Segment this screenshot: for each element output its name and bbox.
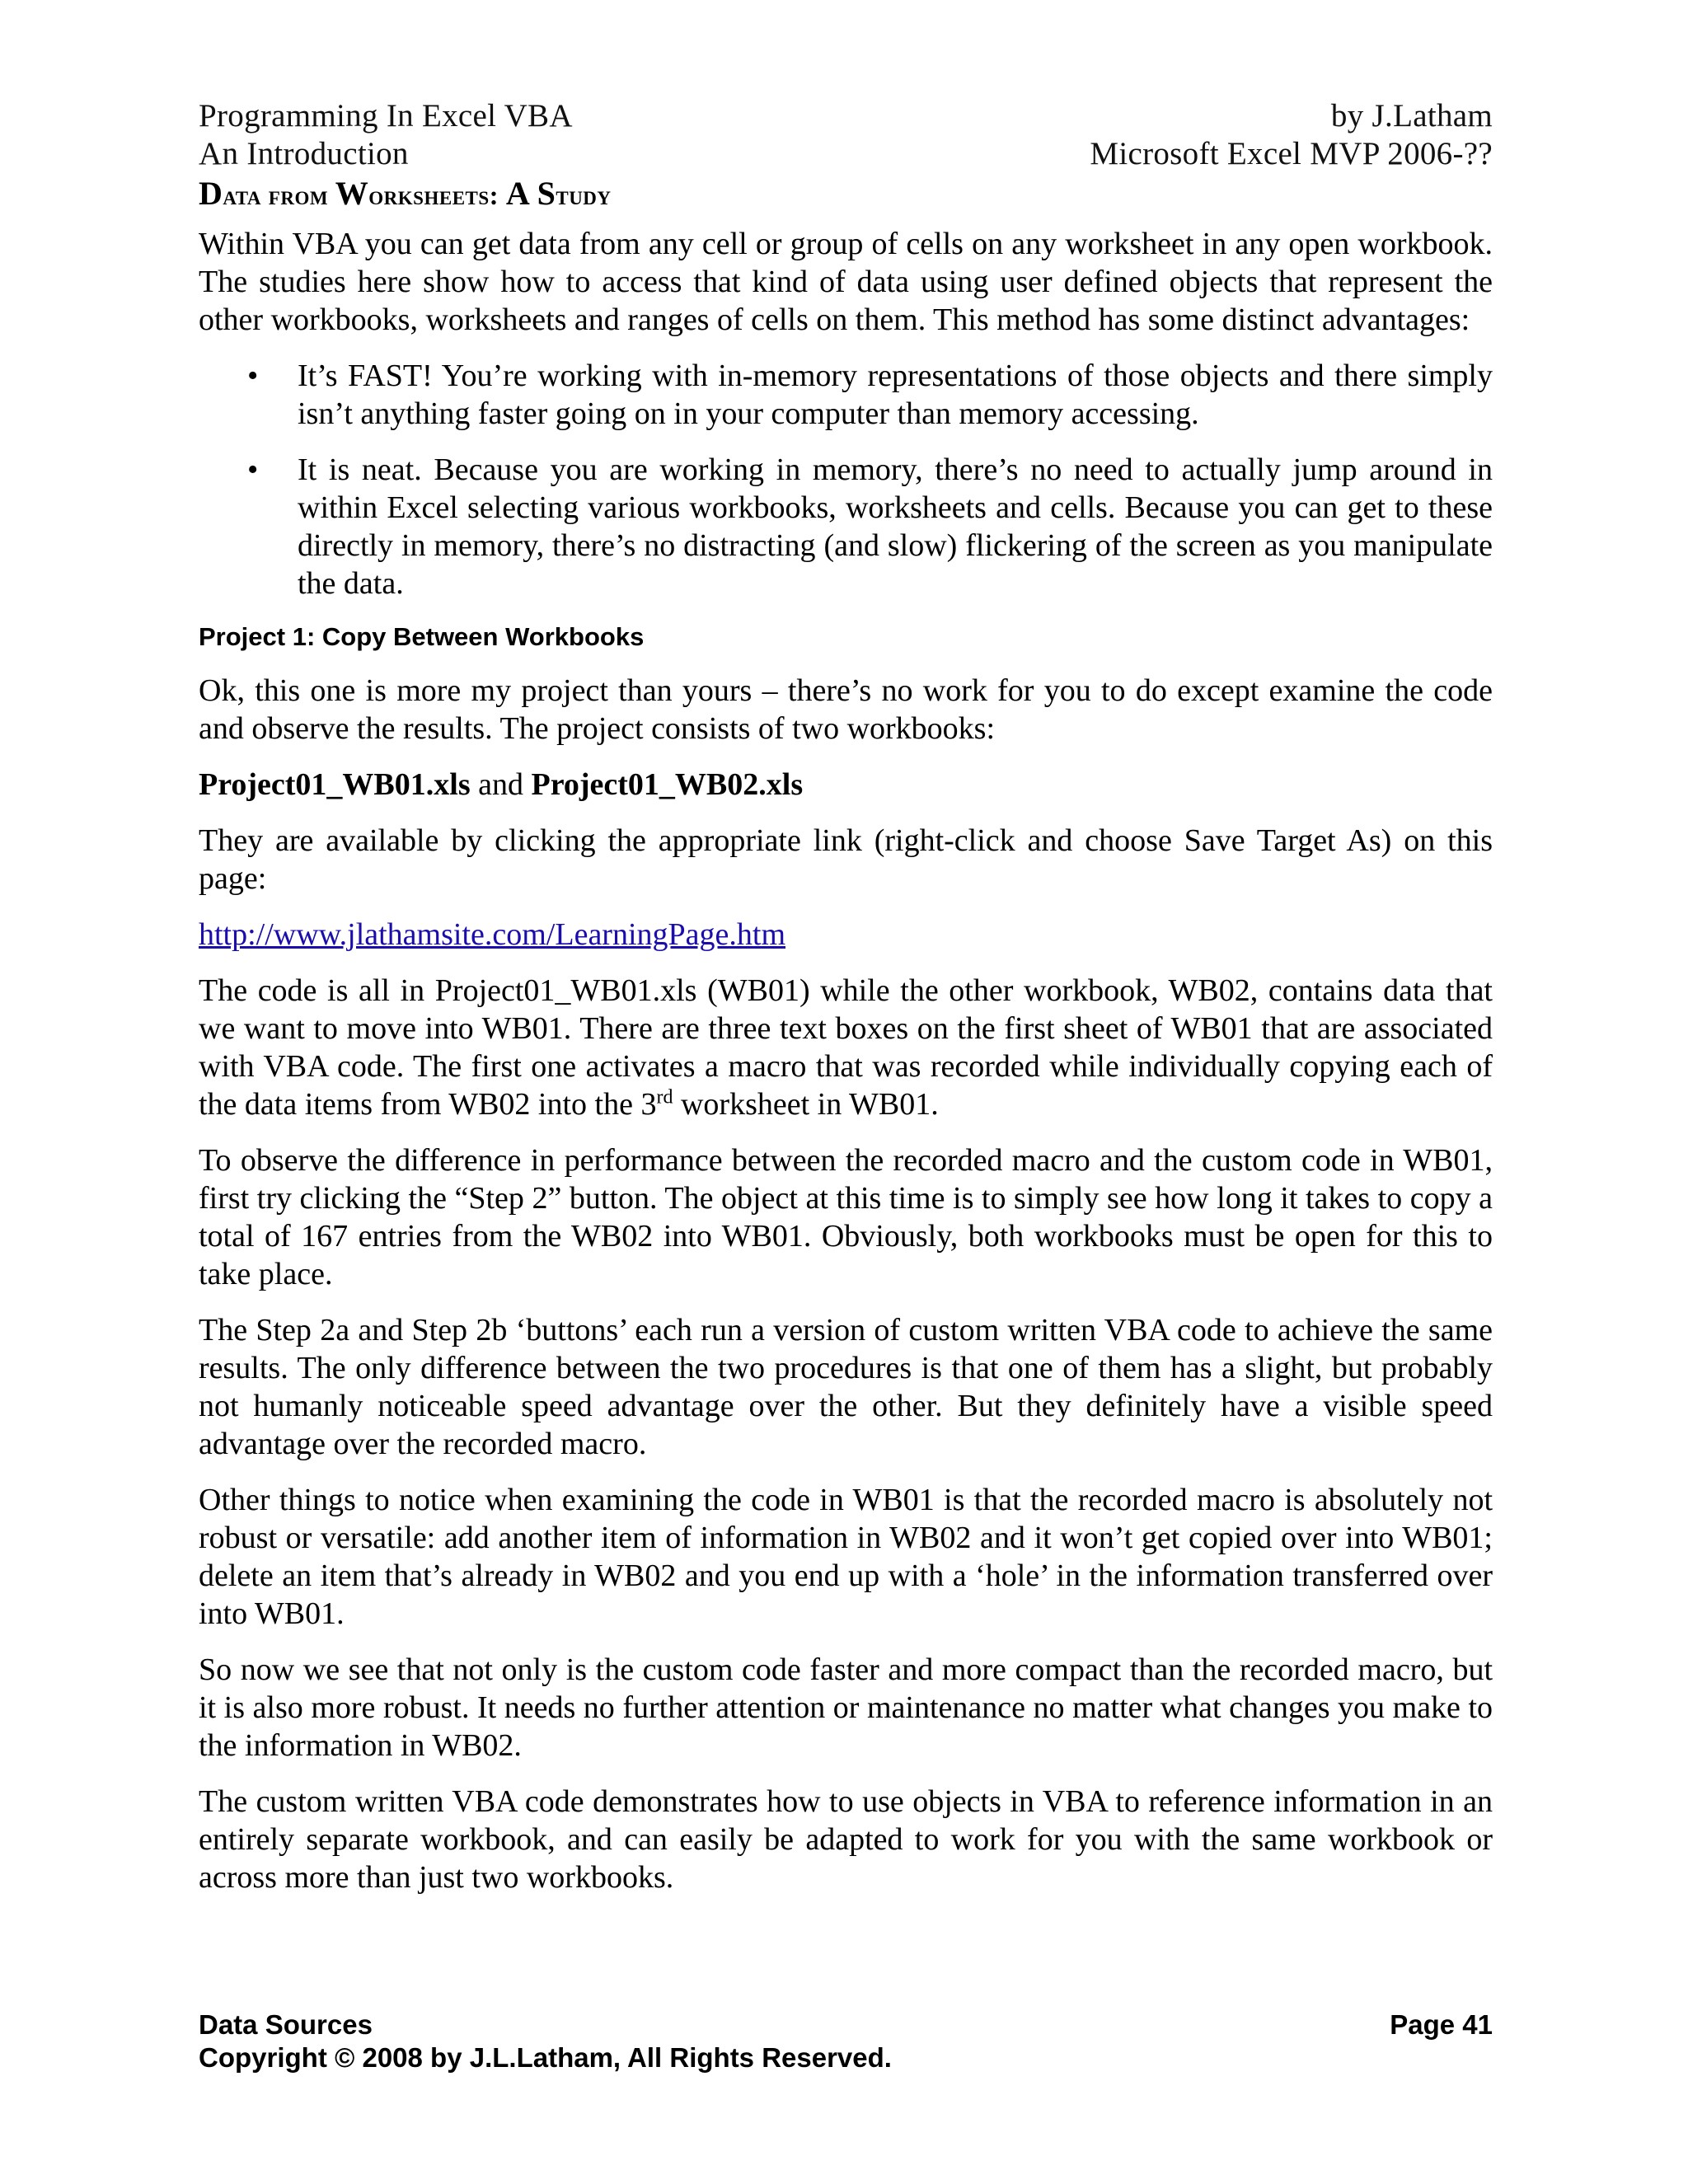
file-name-wb02: Project01_WB02.xls — [531, 767, 804, 802]
header-subtitle: An Introduction — [199, 136, 409, 171]
bullet-icon: • — [247, 359, 259, 393]
file-name-wb01: Project01_WB01.xls — [199, 767, 471, 802]
workbook-files — [199, 766, 1493, 804]
header-author: by J.Latham — [1330, 98, 1493, 134]
learning-page-link[interactable]: http://www.jlathamsite.com/LearningPage.htm — [199, 917, 785, 952]
list-item — [199, 451, 1493, 602]
header-title: Programming In Excel VBA — [199, 98, 573, 134]
list-item-text: It is neat. Because you are working in memory, there’s no need to actually jump around in within Excel selecting various workbooks, worksheets and cells. Because you can get to these directly in memory, there’s no distracting (and slow) flickering of the screen as you manipulate the data. — [298, 452, 1493, 601]
so-now-paragraph: So now we see that not only is the custom code faster and more compact than the recorded macro, but it is also more robust. It needs no further attention or maintenance no matter what changes you make to the information in WB02. — [199, 1652, 1493, 1763]
list-item-text: It’s FAST! You’re working with in-memory representations of those objects and there simply isn’t anything faster going on in your computer than memory accessing. — [298, 359, 1493, 431]
intro-paragraph: Within VBA you can get data from any cell or group of cells on any worksheet in any open workbook. The studies here show how to access that kind of data using user defined objects that represent the other workbooks, worksheets and ranges of cells on them. This method has some distinct advantages: — [199, 227, 1493, 337]
custom-code-paragraph: The custom written VBA code demonstrates how to use objects in VBA to reference information in an entirely separate workbook, and can easily be adapted to work for you with the same workbook or across more than just two workbooks. — [199, 1784, 1493, 1895]
advantages-list — [199, 357, 1493, 602]
page-footer — [199, 2008, 1493, 2074]
section-title-rest1: ata from — [223, 181, 335, 211]
document-page — [199, 97, 1493, 1896]
list-item — [199, 357, 1493, 433]
page-number: Page 41 — [1390, 2009, 1493, 2040]
code-paragraph — [199, 972, 1493, 1123]
section-title-cap1: D — [199, 175, 223, 212]
project-heading: Project 1: Copy Between Workbooks — [199, 622, 645, 651]
bullet-icon: • — [247, 452, 259, 487]
section-title-cap3: A S — [505, 175, 556, 212]
files-and: and — [470, 767, 532, 802]
section-title-rest3: tudy — [556, 181, 612, 211]
code-paragraph-text: The code is all in Project01_WB01.xls (WB01) while the other workbook, WB02, contains data that we want to move into WB01. There are three text boxes on the first sheet of WB01 that are associated with VBA code. The first one activates a macro that was recorded while individually copying each of the data items from WB02 into the 3 — [199, 973, 1493, 1122]
code-paragraph-tail: worksheet in WB01. — [673, 1087, 939, 1122]
observe-paragraph: To observe the difference in performance between the recorded macro and the custom code in WB01, first try clicking the “Step 2” button. The object at this time is to simply see how long it takes to copy a total of 167 entries from the WB02 into WB01. Obviously, both workbooks must be open for this to take place. — [199, 1143, 1493, 1291]
running-header-line1 — [199, 97, 1493, 135]
ordinal-suffix: rd — [656, 1086, 673, 1108]
other-things-paragraph: Other things to notice when examining the code in WB01 is that the recorded macro is absolutely not robust or versatile: add another item of information in WB02 and it won’t get copied over into WB01; delete an item that’s already in WB02 and you end up with a ‘hole’ in the information transferred over into WB01. — [199, 1483, 1493, 1631]
footer-section: Data Sources — [199, 2009, 373, 2040]
ok-paragraph: Ok, this one is more my project than yours – there’s no work for you to do except examine the code and observe the results. The project consists of two workbooks: — [199, 673, 1493, 746]
section-title-cap2: W — [335, 175, 369, 212]
step2-paragraph: The Step 2a and Step 2b ‘buttons’ each run a version of custom written VBA code to achieve the same results. The only difference between the two procedures is that one of them has a slight, but probably not humanly noticeable speed advantage over the other. But they definitely have a visible speed advantage over the recorded macro. — [199, 1313, 1493, 1461]
header-credential: Microsoft Excel MVP 2006-?? — [1090, 136, 1493, 171]
copyright-notice: Copyright © 2008 by J.L.Latham, All Rights Reserved. — [199, 2042, 892, 2073]
available-paragraph: They are available by clicking the appropriate link (right-click and choose Save Target As) on this page: — [199, 823, 1493, 896]
running-header-line2 — [199, 135, 1493, 173]
section-title-rest2: orksheets: — [368, 181, 506, 211]
section-title — [199, 176, 1493, 213]
